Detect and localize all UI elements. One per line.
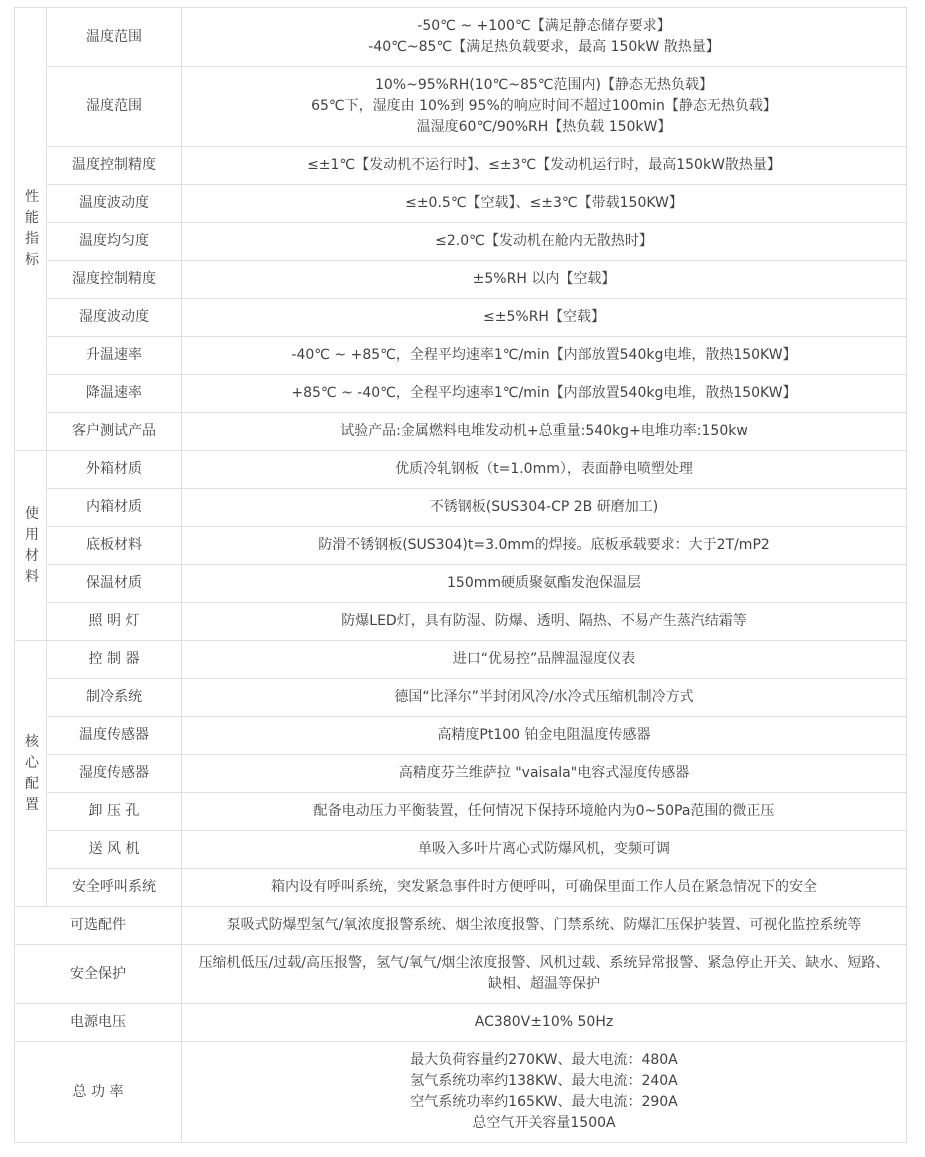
spec-row-value	[182, 223, 907, 261]
spec-row-value	[182, 603, 907, 641]
spec-value-line: 空气系统功率约165KW、最大电流：290A	[410, 1094, 678, 1110]
spec-row-value	[182, 147, 907, 185]
spec-table-row	[15, 261, 907, 299]
spec-row-label: 安全呼叫系统	[47, 869, 182, 907]
spec-row-label: 保温材质	[47, 565, 182, 603]
spec-row-value	[182, 375, 907, 413]
spec-table-row	[15, 565, 907, 603]
spec-row-label: 湿度传感器	[47, 755, 182, 793]
spec-table-row	[15, 67, 907, 147]
spec-row-label: 外箱材质	[47, 451, 182, 489]
spec-row-label: 内箱材质	[47, 489, 182, 527]
spec-value-line: 高精度芬兰维萨拉 "vaisala"电容式湿度传感器	[398, 765, 690, 781]
spec-row-value	[182, 1004, 907, 1042]
spec-table-row	[15, 337, 907, 375]
spec-row-value	[182, 831, 907, 869]
spec-value-line: AC380V±10% 50Hz	[474, 1014, 614, 1030]
spec-group-label: 性能指标	[15, 8, 47, 451]
spec-row-value	[182, 489, 907, 527]
spec-row-label: 底板材料	[47, 527, 182, 565]
spec-table-row	[15, 755, 907, 793]
spec-value-line: 最大负荷容量约270KW、最大电流：480A	[410, 1052, 678, 1068]
spec-value-line: 不锈钢板(SUS304-CP 2B 研磨加工)	[429, 499, 659, 515]
spec-table-row	[15, 375, 907, 413]
spec-row-value	[182, 907, 907, 945]
spec-row-label: 湿度波动度	[47, 299, 182, 337]
spec-group-label: 核心配置	[15, 641, 47, 907]
spec-value-line: 泵吸式防爆型氢气/氧浓度报警系统、烟尘浓度报警、门禁系统、防爆汇压保护装置、可视化监控系统等	[226, 917, 862, 933]
spec-table-row	[15, 223, 907, 261]
spec-row-value	[182, 641, 907, 679]
spec-table-row	[15, 1004, 907, 1042]
spec-row-value	[182, 869, 907, 907]
spec-row-value	[182, 413, 907, 451]
spec-table-row	[15, 641, 907, 679]
spec-row-label: 湿度范围	[47, 67, 182, 147]
spec-table-row	[15, 8, 907, 67]
spec-group-label: 使用材料	[15, 451, 47, 641]
spec-value-line: 温湿度60℃/90%RH【热负载 150kW】	[416, 119, 672, 135]
spec-value-line: 箱内设有呼叫系统，突发紧急事件时方便呼叫，可确保里面工作人员在紧急情况下的安全	[271, 879, 817, 895]
spec-value-line: 150mm硬质聚氨酯发泡保温层	[447, 575, 641, 591]
spec-table-row	[15, 299, 907, 337]
spec-value-line: 压缩机低压/过载/高压报警，氢气/氧气/烟尘浓度报警、风机过载、系统异常报警、紧急停止开关、缺水、短路、缺相、超温等保护	[198, 955, 890, 992]
spec-row-label: 照 明 灯	[47, 603, 182, 641]
spec-value-line: 进口“优易控”品牌温湿度仪表	[452, 651, 636, 667]
spec-row-label: 卸 压 孔	[47, 793, 182, 831]
spec-value-line: -50℃ ~ +100℃【满足静态储存要求】	[417, 18, 671, 34]
spec-row-label: 升温速率	[47, 337, 182, 375]
spec-row-value	[182, 451, 907, 489]
spec-table-row	[15, 831, 907, 869]
spec-row-value	[182, 527, 907, 565]
spec-table-row	[15, 147, 907, 185]
spec-value-line: +85℃ ~ -40℃，全程平均速率1℃/min【内部放置540kg电堆，散热150KW】	[291, 385, 797, 401]
spec-value-line: 防爆LED灯，具有防湿、防爆、透明、隔热、不易产生蒸汽结霜等	[341, 613, 747, 629]
spec-row-value	[182, 299, 907, 337]
spec-row-label: 温度范围	[47, 8, 182, 67]
spec-table-row	[15, 945, 907, 1004]
spec-value-line: ≤±0.5℃【空载】、≤±3℃【带载150KW】	[405, 195, 683, 211]
spec-value-line: 65℃下，湿度由 10%到 95%的响应时间不超过100min【静态无热负载】	[311, 98, 777, 114]
spec-table	[14, 7, 907, 1143]
spec-value-line: 总空气开关容量1500A	[472, 1115, 616, 1131]
spec-value-line: ±5%RH 以内【空载】	[472, 271, 616, 287]
spec-table-row	[15, 1042, 907, 1143]
spec-row-label: 温度传感器	[47, 717, 182, 755]
spec-row-value	[182, 1042, 907, 1143]
spec-row-label: 湿度控制精度	[47, 261, 182, 299]
spec-row-value	[182, 755, 907, 793]
spec-value-line: 优质冷轧钢板（t=1.0mm），表面静电喷塑处理	[395, 461, 693, 477]
spec-value-line: 试验产品:金属燃料电堆发动机+总重量:540kg+电堆功率:150kw	[340, 423, 748, 439]
spec-row-value	[182, 67, 907, 147]
spec-value-line: 氢气系统功率约138KW、最大电流：240A	[410, 1073, 678, 1089]
spec-row-label: 温度控制精度	[47, 147, 182, 185]
spec-row-value	[182, 793, 907, 831]
spec-row-label: 降温速率	[47, 375, 182, 413]
spec-row-value	[182, 185, 907, 223]
spec-row-value	[182, 261, 907, 299]
spec-row-label: 温度均匀度	[47, 223, 182, 261]
spec-row-label: 客户测试产品	[47, 413, 182, 451]
spec-table-row	[15, 679, 907, 717]
spec-row-label: 送 风 机	[47, 831, 182, 869]
spec-row-label: 可选配件	[15, 907, 182, 945]
spec-row-value	[182, 679, 907, 717]
spec-value-line: 德国“比泽尔”半封闭风冷/水冷式压缩机制冷方式	[394, 689, 694, 705]
spec-row-value	[182, 717, 907, 755]
spec-table-body	[15, 8, 907, 1143]
spec-value-line: 单吸入多叶片离心式防爆风机，变频可调	[418, 841, 670, 857]
spec-table-row	[15, 869, 907, 907]
spec-value-line: ≤±1℃【发动机不运行时】、≤±3℃【发动机运行时，最高150kW散热量】	[307, 157, 781, 173]
spec-value-line: -40℃ ~ +85℃，全程平均速率1℃/min【内部放置540kg电堆，散热150KW】	[291, 347, 797, 363]
spec-table-row	[15, 413, 907, 451]
spec-table-row	[15, 717, 907, 755]
spec-row-value	[182, 945, 907, 1004]
spec-table-row	[15, 451, 907, 489]
spec-table-row	[15, 489, 907, 527]
spec-table-row	[15, 527, 907, 565]
spec-value-line: 高精度Pt100 铂金电阻温度传感器	[437, 727, 651, 743]
spec-row-label: 温度波动度	[47, 185, 182, 223]
spec-value-line: -40℃~85℃【满足热负载要求，最高 150kW 散热量】	[368, 39, 720, 55]
spec-row-label: 制冷系统	[47, 679, 182, 717]
spec-table-row	[15, 185, 907, 223]
spec-value-line: ≤±5%RH【空载】	[483, 309, 605, 325]
spec-row-label: 电源电压	[15, 1004, 182, 1042]
spec-table-row	[15, 907, 907, 945]
spec-row-value	[182, 8, 907, 67]
spec-row-label: 总 功 率	[15, 1042, 182, 1143]
spec-row-value	[182, 565, 907, 603]
spec-row-label: 控 制 器	[47, 641, 182, 679]
spec-row-label: 安全保护	[15, 945, 182, 1004]
spec-table-row	[15, 603, 907, 641]
spec-value-line: ≤2.0℃【发动机在舱内无散热时】	[435, 233, 653, 249]
spec-value-line: 防滑不锈钢板(SUS304)t=3.0mm的焊接。底板承载要求：大于2T/mP2	[318, 537, 770, 553]
spec-value-line: 10%~95%RH(10℃~85℃范围内)【静态无热负载】	[375, 77, 713, 93]
spec-row-value	[182, 337, 907, 375]
spec-value-line: 配备电动压力平衡装置，任何情况下保持环境舱内为0~50Pa范围的微正压	[313, 803, 775, 819]
spec-table-row	[15, 793, 907, 831]
